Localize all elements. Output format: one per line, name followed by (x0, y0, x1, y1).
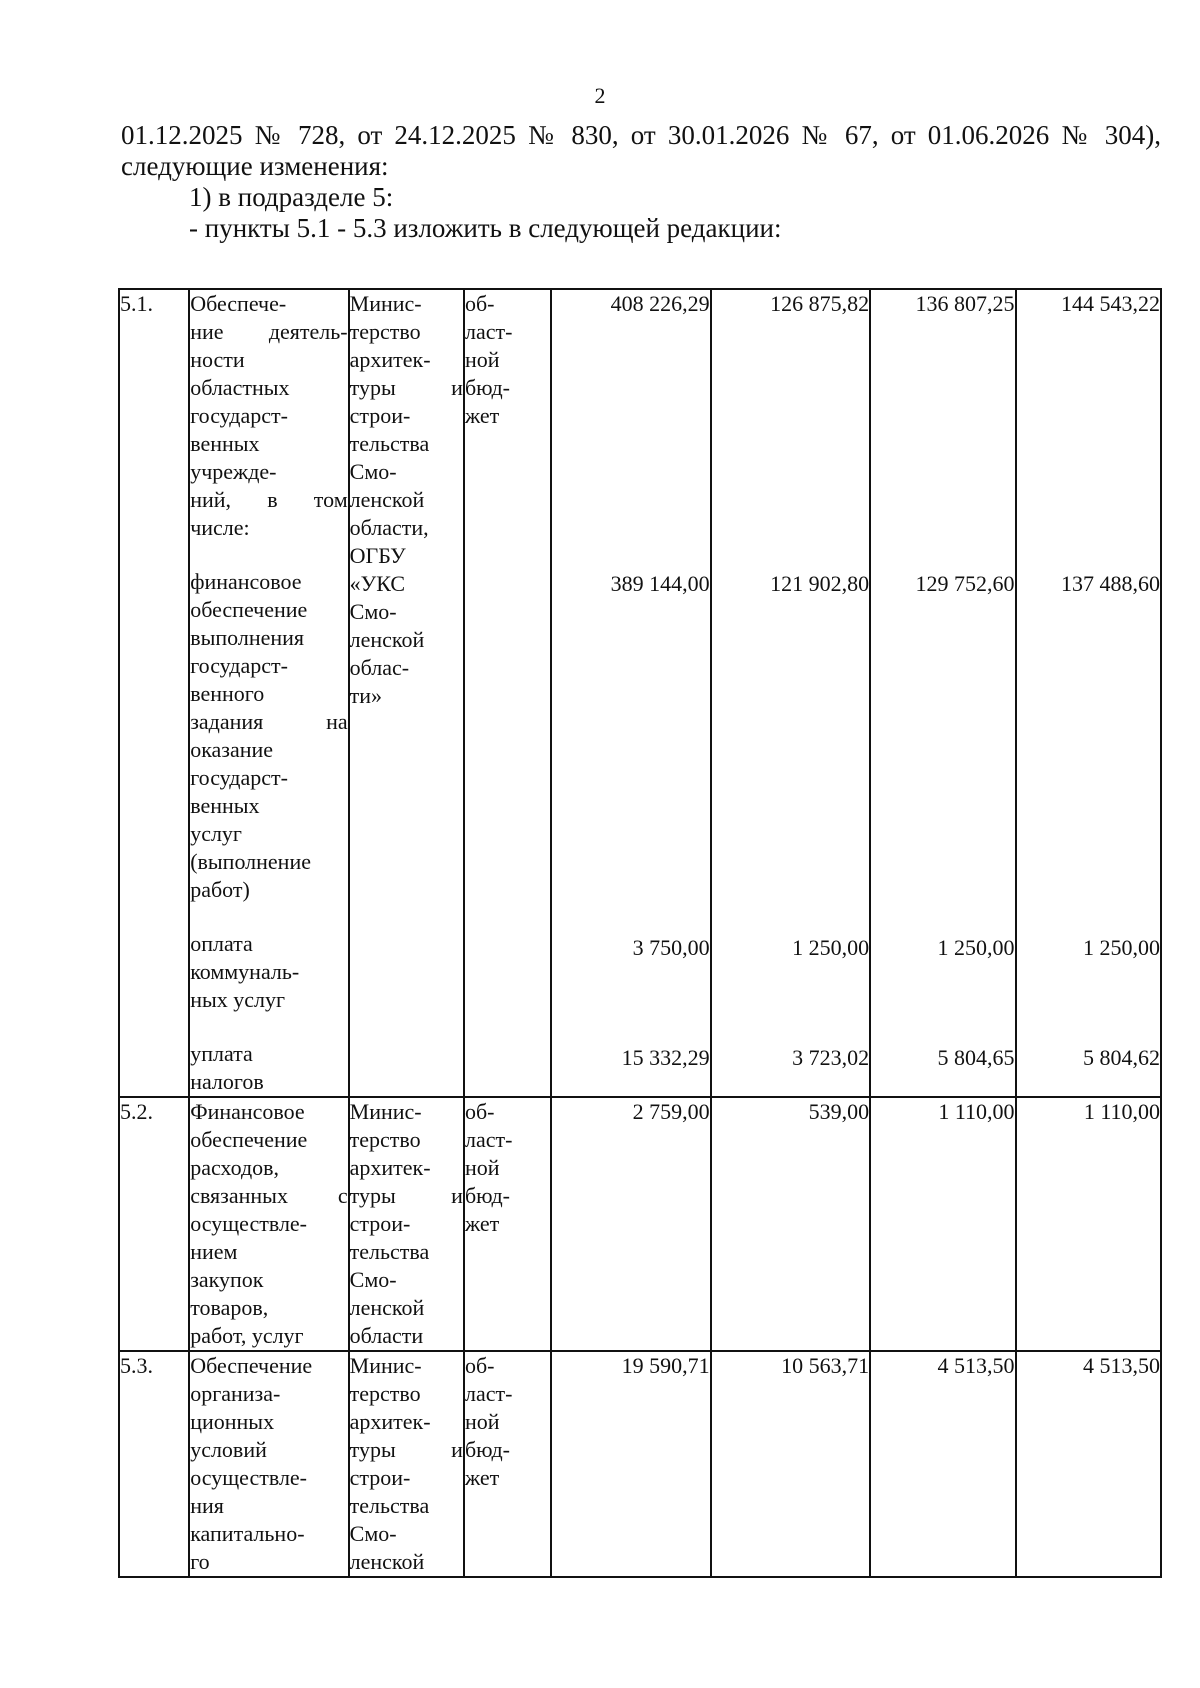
amount-value: 10 563,71 (711, 1351, 870, 1577)
executor-line: тельства (349, 1239, 430, 1264)
amount-year1-cell (711, 289, 870, 1097)
executor-line: строи- (349, 1465, 411, 1490)
name-line: Обеспече- (190, 291, 287, 316)
executor-line: строи- (349, 1211, 411, 1236)
executor-line: области, (349, 515, 429, 540)
source-line: жет (464, 1211, 500, 1236)
amount-value: 126 875,82 (770, 291, 870, 316)
name-line: го (190, 1549, 210, 1574)
name-line: налогов (190, 1069, 264, 1094)
amount-value: 1 250,00 (792, 935, 870, 960)
name-line: уплата (190, 1041, 253, 1066)
name-line: финансовое (190, 569, 302, 594)
name-line: ния (190, 1493, 224, 1518)
executor-line: туры и (349, 1183, 463, 1208)
intro-line: 01.12.2025 № 728, от 24.12.2025 № 830, от 30.01.2026 № 67, от 01.06.2026 № 304), (121, 120, 1161, 150)
amount-value: 408 226,29 (610, 291, 710, 316)
name-line: организа- (190, 1381, 281, 1406)
name-line: задания на (190, 709, 348, 734)
executor-line: облас- (349, 655, 410, 680)
executor-line: тельства (349, 1493, 430, 1518)
item-number: 5.2. (119, 1097, 189, 1351)
executor-line: тельства (349, 431, 430, 456)
executor-line: Минис- (349, 1353, 422, 1378)
executor-line: туры и (349, 1437, 463, 1462)
name-line: ние деятель- (190, 319, 348, 344)
amount-value: 389 144,00 (610, 571, 710, 596)
amount-value: 3 750,00 (632, 935, 710, 960)
amount-value: 1 110,00 (870, 1097, 1015, 1351)
amount-value: 2 759,00 (551, 1097, 710, 1351)
amount-value: 4 513,50 (870, 1351, 1015, 1577)
name-line: связанных с (190, 1183, 348, 1208)
name-line: (выполнение (190, 849, 311, 874)
source-line: ной (464, 1155, 500, 1180)
name-line: работ, услуг (190, 1323, 304, 1348)
executor-line: области (349, 1323, 424, 1348)
executor-line: ленской (349, 1295, 425, 1320)
executor-line: ленской (349, 627, 425, 652)
source-line: жет (464, 403, 500, 428)
measures-table (118, 288, 1162, 1578)
name-line: капитально- (190, 1521, 305, 1546)
executor-line: «УКС (349, 571, 406, 596)
source-line: бюд- (464, 375, 510, 400)
amount-value: 144 543,22 (1061, 291, 1160, 316)
amount-year3-cell (1016, 289, 1161, 1097)
item-number: 5.3. (119, 1351, 189, 1577)
amount-value: 3 723,02 (792, 1045, 870, 1070)
executor-cell (349, 289, 464, 1097)
executor-line: терство (349, 1381, 421, 1406)
executor-line: Минис- (349, 1099, 422, 1124)
name-line: ных услуг (190, 987, 286, 1012)
name-line: товаров, (190, 1295, 269, 1320)
name-line: обеспечение (190, 597, 308, 622)
intro-line: - пункты 5.1 - 5.3 изложить в следующей редакции: (189, 213, 782, 243)
executor-line: Смо- (349, 599, 397, 624)
amount-value: 129 752,60 (915, 571, 1015, 596)
executor-line: архитек- (349, 1155, 431, 1180)
table-row (119, 1351, 1161, 1577)
executor-line: ленской (349, 1549, 425, 1574)
name-line: услуг (190, 821, 242, 846)
name-line: Обеспечение (190, 1353, 313, 1378)
name-line: венного (190, 681, 265, 706)
source-line: ласт- (464, 1381, 513, 1406)
name-line: областных (190, 375, 290, 400)
source-line: ной (464, 347, 500, 372)
source-line: бюд- (464, 1437, 510, 1462)
executor-line: строи- (349, 403, 411, 428)
amount-value: 1 110,00 (1016, 1097, 1161, 1351)
source-line: об- (464, 1099, 495, 1124)
intro-line: 1) в подразделе 5: (189, 182, 394, 212)
intro-line: следующие изменения: (121, 151, 389, 181)
source-line: об- (464, 1353, 495, 1378)
executor-line: архитек- (349, 1409, 431, 1434)
name-line: венных (190, 431, 260, 456)
item-name-cell (189, 1351, 348, 1577)
amount-value: 137 488,60 (1061, 571, 1160, 596)
intro-text (121, 120, 1161, 244)
amount-value: 5 804,62 (1083, 1045, 1160, 1070)
executor-line: Минис- (349, 291, 422, 316)
name-line: выполнения (190, 625, 305, 650)
amount-year2-cell (870, 289, 1015, 1097)
page-number: 2 (594, 83, 606, 108)
amount-value: 4 513,50 (1016, 1351, 1161, 1577)
name-line: государст- (190, 403, 288, 428)
name-line: ности (190, 347, 245, 372)
source-line: ласт- (464, 319, 513, 344)
source-line: ной (464, 1409, 500, 1434)
name-line: условий (190, 1437, 267, 1462)
item-name-cell (189, 1097, 348, 1351)
executor-line: Смо- (349, 1267, 397, 1292)
amount-value: 15 332,29 (621, 1045, 710, 1070)
source-line: об- (464, 291, 495, 316)
source-line: жет (464, 1465, 500, 1490)
source-line: бюд- (464, 1183, 510, 1208)
table-row (119, 289, 1161, 1097)
name-line: оплата (190, 931, 253, 956)
name-line: государст- (190, 765, 288, 790)
name-line: ционных (190, 1409, 275, 1434)
funding-source-cell (464, 289, 551, 1097)
executor-line: архитек- (349, 347, 431, 372)
name-line: осуществле- (190, 1211, 308, 1236)
name-line: числе: (190, 515, 250, 540)
name-line: ний, в том (190, 487, 348, 512)
name-line: работ) (190, 877, 250, 902)
name-line: расходов, (190, 1155, 280, 1180)
executor-line: Смо- (349, 1521, 397, 1546)
name-line: венных (190, 793, 260, 818)
executor-line: ОГБУ (349, 543, 406, 568)
item-number: 5.1. (119, 289, 189, 1097)
amount-value: 136 807,25 (915, 291, 1015, 316)
funding-source-cell (464, 1097, 551, 1351)
name-line: осуществле- (190, 1465, 308, 1490)
name-line: закупок (190, 1267, 264, 1292)
executor-line: терство (349, 1127, 421, 1152)
executor-line: туры и (349, 375, 463, 400)
name-line: учрежде- (190, 459, 277, 484)
amount-value: 1 250,00 (937, 935, 1015, 960)
executor-cell (349, 1351, 464, 1577)
amount-value: 539,00 (711, 1097, 870, 1351)
amount-value: 5 804,65 (937, 1045, 1015, 1070)
item-name-cell (189, 289, 348, 1097)
executor-line: ленской (349, 487, 425, 512)
name-line: государст- (190, 653, 288, 678)
executor-line: Смо- (349, 459, 397, 484)
amount-value: 1 250,00 (1083, 935, 1160, 960)
name-line: нием (190, 1239, 238, 1264)
executor-cell (349, 1097, 464, 1351)
name-line: коммуналь- (190, 959, 300, 984)
amount-value: 121 902,80 (770, 571, 870, 596)
amount-total-cell (551, 289, 710, 1097)
executor-line: терство (349, 319, 421, 344)
name-line: Финансовое (190, 1099, 305, 1124)
name-line: оказание (190, 737, 274, 762)
executor-line: ти» (349, 683, 383, 708)
name-line: обеспечение (190, 1127, 308, 1152)
table-row (119, 1097, 1161, 1351)
source-line: ласт- (464, 1127, 513, 1152)
amount-value: 19 590,71 (551, 1351, 710, 1577)
funding-source-cell (464, 1351, 551, 1577)
